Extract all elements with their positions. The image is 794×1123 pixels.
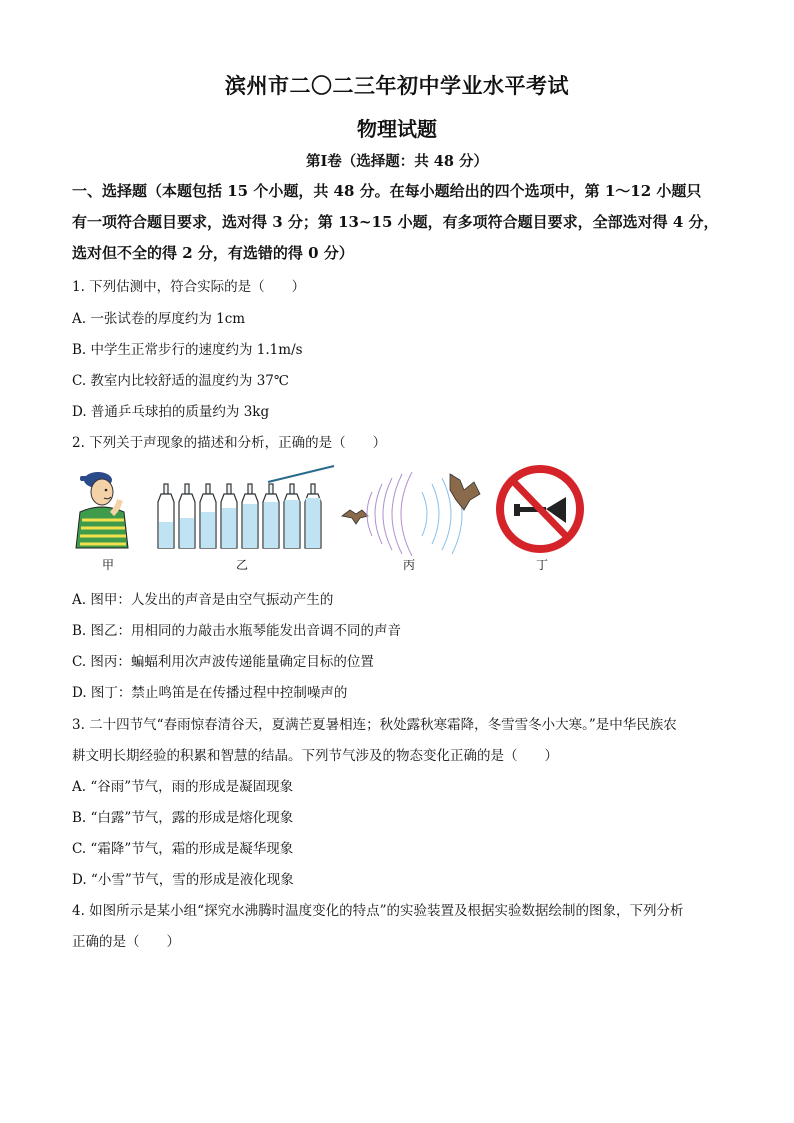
section-instructions xyxy=(72,176,732,269)
q2-option-a: A. 图甲：人发出的声音是由空气振动产生的 xyxy=(72,592,334,608)
bottle-2 xyxy=(179,484,195,548)
bottle-3 xyxy=(200,484,216,548)
water-bottles xyxy=(158,466,334,548)
caption-yi: 乙 xyxy=(236,558,249,572)
bottle-7 xyxy=(284,484,300,548)
q3-option-d: D. “小雪”节气，雪的形成是液化现象 xyxy=(72,872,294,888)
caption-ding: 丁 xyxy=(536,558,549,572)
bottle-4 xyxy=(221,484,237,548)
q4-stem-line-1: 4. 如图所示是某小组“探究水沸腾时温度变化的特点”的实验装置及根据实验数据绘制的图象，下列分析 xyxy=(72,903,684,919)
q2-option-c: C. 图丙：蝙蝠利用次声波传递能量确定目标的位置 xyxy=(72,654,374,670)
q3-stem-line-2: 耕文明长期经验的积累和智慧的结晶。下列节气涉及的物态变化正确的是（ ） xyxy=(72,748,558,764)
bat-echolocation xyxy=(342,472,480,556)
caption-jia: 甲 xyxy=(102,558,115,572)
q1-option-d: D. 普通乒乓球拍的质量约为 3kg xyxy=(72,404,270,420)
q3-option-c: C. “霜降”节气，霜的形成是凝华现象 xyxy=(72,841,294,857)
q2-option-b: B. 图乙：用相同的力敲击水瓶琴能发出音调不同的声音 xyxy=(72,623,402,639)
subject-title: 物理试题 xyxy=(357,117,437,141)
q1-option-a: A. 一张试卷的厚度约为 1cm xyxy=(72,311,246,327)
q2-stem: 2. 下列关于声现象的描述和分析，正确的是（ ） xyxy=(72,435,387,451)
bottle-6 xyxy=(263,484,279,548)
bottle-5 xyxy=(242,484,258,548)
exam-title: 滨州市二〇二三年初中学业水平考试 xyxy=(225,73,569,98)
q4-stem-line-2: 正确的是（ ） xyxy=(72,934,180,950)
q1-stem: 1. 下列估测中，符合实际的是（ ） xyxy=(72,279,306,295)
q1-option-b: B. 中学生正常步行的速度约为 1.1m/s xyxy=(72,342,303,358)
striking-stick xyxy=(268,466,334,482)
bottle-8 xyxy=(305,484,321,548)
boy-illustration xyxy=(76,472,128,548)
q3-option-b: B. “白露”节气，露的形成是熔化现象 xyxy=(72,810,294,826)
section-line-2: 有一项符合题目要求，选对得 3 分；第 13~15 小题，有多项符合题目要求，全部选对得 4 分， xyxy=(72,213,719,231)
no-honking-sign xyxy=(500,469,580,549)
q1-option-c: C. 教室内比较舒适的温度约为 37℃ xyxy=(72,373,290,389)
caption-bing: 丙 xyxy=(403,558,416,572)
q2-figure xyxy=(72,462,592,572)
q3-option-a: A. “谷雨”节气，雨的形成是凝固现象 xyxy=(72,779,294,795)
section-line-3: 选对但不全的得 2 分，有选错的得 0 分） xyxy=(72,244,354,262)
bottle-1 xyxy=(158,484,174,548)
q3-stem-line-1: 3. 二十四节气“春雨惊春清谷天，夏满芒夏暑相连；秋处露秋寒霜降，冬雪雪冬小大寒。”是中华民族农 xyxy=(72,717,677,733)
section-line-1: 一、选择题（本题包括 15 个小题，共 48 分。在每小题给出的四个选项中，第 1～12 小题只 xyxy=(72,182,702,200)
part-heading: 第Ⅰ卷（选择题：共 48 分） xyxy=(305,153,489,170)
q2-option-d: D. 图丁：禁止鸣笛是在传播过程中控制噪声的 xyxy=(72,685,348,701)
